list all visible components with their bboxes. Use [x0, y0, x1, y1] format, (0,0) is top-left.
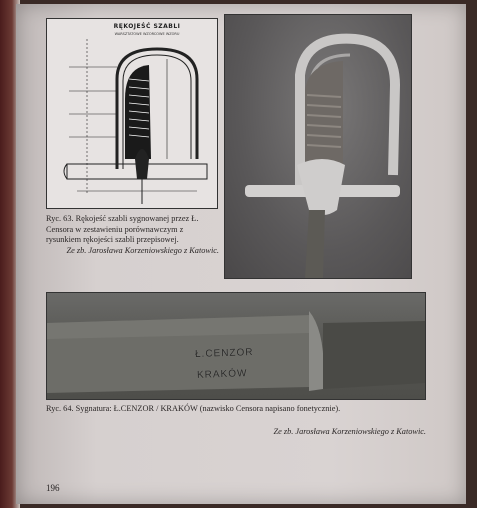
figure-63-label: Ryc. 63.: [46, 214, 74, 223]
figure-63-caption: [46, 214, 219, 256]
page-number: 196: [46, 483, 60, 493]
engraving-line-1: Ł.CENZOR: [194, 346, 254, 361]
figure-63-source: Ze zb. Jarosława Korzeniowskiego z Katowic.: [66, 245, 219, 255]
hilt-photo-svg: [225, 15, 411, 278]
drawing-title: RĘKOJEŚĆ SZABLI: [113, 23, 181, 30]
figure-63-text: Rękojeść szabli sygnowanej przez Ł. Censora w zestawieniu porównawczym z rysunkiem rękojeści szabli przepisowej.: [46, 214, 199, 245]
figure-64-caption: [46, 404, 426, 415]
hilt-photograph: [224, 14, 412, 279]
hilt-drawing-svg: [47, 19, 217, 208]
technical-drawing: [46, 18, 218, 209]
figure-64-source: Ze zb. Jarosława Korzeniowskiego z Katowic.: [273, 427, 426, 436]
figure-64-label: Ryc. 64.: [46, 404, 74, 413]
blade-photograph: [46, 292, 426, 400]
book-page: [16, 4, 466, 504]
drawing-subtitle: WARSZTATOWE WZORCOWE WZORU: [114, 32, 180, 36]
figure-64-text: Sygnatura: Ł.CENZOR / KRAKÓW (nazwisko Censora napisano fonetycznie).: [75, 404, 341, 413]
engraving-line-2: KRAKÓW: [196, 368, 248, 381]
blade-photo-svg: [47, 293, 425, 399]
